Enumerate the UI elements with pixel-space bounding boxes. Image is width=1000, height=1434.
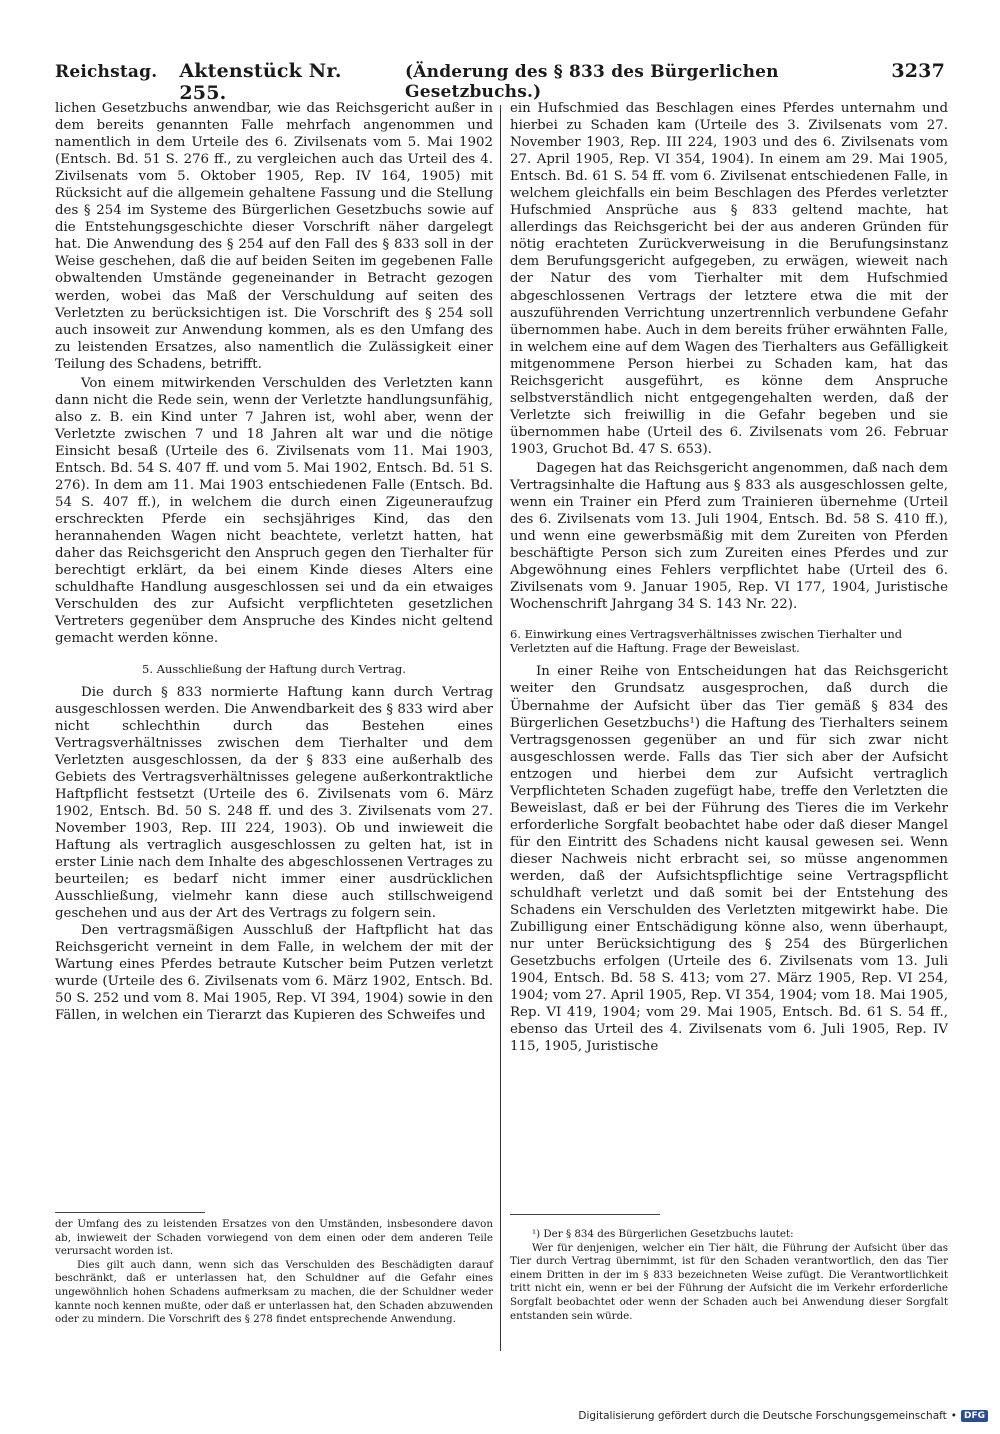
dfg-logo-icon: DFG xyxy=(961,1410,988,1422)
left-column xyxy=(55,100,493,1024)
footnote-rule-right xyxy=(510,1214,660,1215)
footnotes-left xyxy=(55,1218,493,1327)
footnote-right-2: Wer für denjenigen, welcher ein Tier hält, die Führung der Aufsicht über das Tier durch Vertrag übernimmt, ist für den Schaden verantwortlich, den das Tier einem Dritten in der im § 833 bezeichneten Weise zufügt. Die Verantwortlichkeit tritt nicht ein, wenn er bei der Führung der Aufsicht die im Verkehr erforderliche Sorgfalt beobachtet oder wenn der Schaden auch bei Anwendung dieser Sorgfalt entstanden sein würde. xyxy=(510,1241,948,1322)
footnote-right-1: ¹) Der § 834 des Bürgerlichen Gesetzbuchs lautet: xyxy=(532,1228,794,1240)
left-paragraph-2: Von einem mitwirkenden Verschulden des Verletzten kann dann nicht die Rede sein, wenn der Verletzte handlungsunfähig, also z. B. ein Kind unter 7 Jahren ist, wohl aber, wenn der Verletzte zwischen 7 und 18 Jahren alt war und die nötige Einsicht besaß (Urteile des 6. Zivilsenats vom 11. Mai 1903, Entsch. Bd. 54 S. 407 ff. und vom 5. Mai 1902, Entsch. Bd. 51 S. 276). In dem am 11. Mai 1903 entschiedenen Falle (Entsch. Bd. 54 S. 407 ff.), in welchem die durch einen Zigeuneraufzug erschreckten Pferde ein sechsjähriges Kind, das den herannahenden Wagen nicht beachtete, verletzt hatten, hat daher das Reichsgericht den Anspruch gegen den Tierhalter für berechtigt erklärt, da bei einem Kinde dieses Alters eine schuldhafte Handlung ausgeschlossen sei und da ein etwaiges Verschulden des zur Aufsicht verpflichteten gesetzlichen Vertreters gegenüber dem Anspruche des Kindes nicht geltend gemacht werden könne. xyxy=(55,375,493,647)
header-aktenstueck: Aktenstück Nr. 255. xyxy=(179,60,342,104)
header-title: (Änderung des § 833 des Bürgerlichen Gesetzbuchs.) xyxy=(405,62,779,102)
left-paragraph-4: Den vertragsmäßigen Ausschluß der Haftpflicht hat das Reichsgericht verneint in dem Falle, in welchem der mit der Wartung eines Pferdes betraute Kutscher beim Putzen verletzt wurde (Urteile des 6. Zivilsenats vom 6. März 1902, Entsch. Bd. 50 S. 252 und vom 8. Mai 1905, Rep. VI 394, 1904) sowie in den Fällen, in welchen ein Tierarzt das Kupieren des Schweifes und xyxy=(55,923,493,1024)
footnotes-right xyxy=(510,1228,948,1323)
right-paragraph-1: ein Hufschmied das Beschlagen eines Pferdes unternahm und hierbei zu Schaden kam (Urteile des 3. Zivilsenats vom 27. November 1903, Rep. III 224, 1903 und des 6. Zivilsenats vom 27. April 1905, Rep. VI 354, 1904). In einem am 29. Mai 1905, Entsch. Bd. 61 S. 54 ff. vom 6. Zivilsenat entschiedenen Falle, in welchem gleichfalls ein beim Beschlagen des Pferdes verletzter Hufschmied Ansprüche aus § 833 geltend machte, hat allerdings das Reichsgericht bei der aus anderen Gründen für nötig erachteten Zurückverweisung in die Berufungsinstanz dem Berufungsgericht aufgegeben, zu erwägen, wieweit nach der Natur des vom Tierhalter mit dem Hufschmied abgeschlossenen Vertrags der letztere etwa die mit der auszuführenden Verrichtung unzertrennlich verbundene Gefahr übernommen habe. Auch in dem bereits früher erwähnten Falle, in welchem eine auf dem Wagen des Tierhalters aus Gefälligkeit mitgenommene Person hierbei zu Schaden kam, hat das Reichsgericht ausgeführt, es könne dem Anspruche selbstverständlich nicht entgegengehalten werden, daß der Verletzte sich freiwillig in die Gefahr begeben und sie übernommen habe (Urteil des 6. Zivilsenats vom 26. Februar 1903, Gruchot Bd. 47 S. 653). xyxy=(510,101,948,457)
credit-separator: • xyxy=(950,1410,957,1422)
right-column xyxy=(510,100,948,1055)
right-paragraph-3: In einer Reihe von Entscheidungen hat das Reichsgericht weiter den Grundsatz ausgesprochen, daß durch die Übernahme der Aufsicht über das Tier gemäß § 834 des Bürgerlichen Gesetzbuchs¹) die Haftung des Tierhalters seinem Vertragsgenossen gegenüber an und für sich zwar nicht ausgeschlossen werde. Falls das Tier sich aber der Aufsicht entzogen und hierbei dem zur Aufsicht vertraglich Verpflichteten Schaden zugefügt habe, treffe den Verletzten die Beweislast, daß er bei der Führung des Tieres die im Verkehr erforderliche Sorgfalt beobachtet habe oder daß dieser Mangel für den Eintritt des Schadens nicht kausal gewesen sei. Wenn dieser Nachweis nicht erbracht sei, so müsse angenommen werden, daß der Aufsichtspflichtige seine Vertragspflicht schuldhaft verletzt und daß somit bei der Entstehung des Schadens ein Verschulden des Verletzten mitgewirkt habe. Die Zubilligung einer Entschädigung könne also, wenn überhaupt, nur unter Berücksichtigung des § 254 des Bürgerlichen Gesetzbuchs erfolgen (Urteile des 6. Zivilsenats vom 13. Juli 1904, Entsch. Bd. 58 S. 413; vom 27. März 1905, Rep. VI 254, 1904; vom 27. April 1905, Rep. VI 354, 1904; vom 18. Mai 1905, Rep. VI 419, 1904; vom 29. Mai 1905, Entsch. Bd. 61 S. 54 ff., ebenso das Urteil des 4. Zivilsenats vom 6. Juli 1905, Rep. IV 115, 1905, Juristische xyxy=(510,664,948,1055)
page-number: 3237 xyxy=(891,60,945,82)
section-5-heading: 5. Ausschließung der Haftung durch Vertrag. xyxy=(142,661,406,676)
left-paragraph-3: Die durch § 833 normierte Haftung kann durch Vertrag ausgeschlossen werden. Die Anwendbarkeit des § 833 wird aber nicht schlechthin durch das Bestehen eines Vertragsverhältnisses zwischen dem Tierhalter und dem Verletzten ausgeschlossen, da der § 833 eine außerhalb des Gebiets des Vertragsverhältnisses gelegene außerkontraktliche Haftpflicht festsetzt (Urteile des 6. Zivilsenats vom 6. März 1902, Entsch. Bd. 50 S. 248 ff. und des 3. Zivilsenats vom 27. November 1903, Rep. III 224, 1903). Ob und inwieweit die Haftung als vertraglich ausgeschlossen zu gelten hat, ist in erster Linie nach dem Inhalte des abgeschlossenen Vertrages zu beurteilen; es bedarf nicht immer einer ausdrücklichen Ausschließung, vielmehr kann diese auch stillschweigend geschehen und aus der Art des Vertrags zu folgern sein. xyxy=(55,684,493,922)
footnote-rule-left xyxy=(55,1212,205,1213)
left-paragraph-1: lichen Gesetzbuchs anwendbar, wie das Reichsgericht außer in dem bereits genannten Falle mehrfach angenommen und namentlich in dem Urteile des 6. Zivilsenats vom 5. Mai 1902 (Entsch. Bd. 51 S. 276 ff., zu vergleichen auch das Urteil des 4. Zivilsenats vom 5. Oktober 1905, Rep. IV 164, 1905) mit Rücksicht auf die allgemein gehaltene Fassung und die Stellung des § 254 im Systeme des Bürgerlichen Gesetzbuchs sowie auf die Entstehungsgeschichte dieser Vorschrift näher dargelegt hat. Die Anwendung des § 254 auf den Fall des § 833 soll in der Weise geschehen, daß die auf beiden Seiten im gegebenen Falle obwaltenden Umstände gegeneinander in Betracht gezogen werden, wobei das Maß der Verschuldung auf seiten des Verletzten zu berücksichtigen ist. Die Vorschrift des § 254 soll auch insoweit zur Anwendung kommen, als es den Umfang des zu leistenden Ersatzes, also namentlich die Zulässigkeit einer Teilung des Schadens, betrifft. xyxy=(55,101,493,372)
digitization-credit xyxy=(578,1410,988,1422)
right-paragraph-2: Dagegen hat das Reichsgericht angenommen, daß nach dem Vertragsinhalte die Haftung aus § 833 als ausgeschlossen gelte, wenn ein Trainer ein Pferd zum Trainieren übernehme (Urteil des 6. Zivilsenats vom 13. Juli 1904, Entsch. Bd. 58 S. 410 ff.), und wenn eine gewerbsmäßig mit dem Zureiten von Pferden beschäftigte Person sich zum Zureiten eines Pferdes und zur Abgewöhnung eines Fehlers verpflichtet habe (Urteil des 6. Zivilsenats vom 9. Januar 1905, Rep. VI 177, 1904, Juristische Wochenschrift Jahrgang 34 S. 143 Nr. 22). xyxy=(510,460,948,613)
footnote-left-2: Dies gilt auch dann, wenn sich das Verschulden des Beschädigten darauf beschränkt, daß er unterlassen hat, den Schuldner auf die Gefahr eines ungewöhnlich hohen Schadens aufmerksam zu machen, die der Schuldner weder kannte noch kennen mußte, oder daß er unterlassen hat, den Schaden abzuwenden oder zu mindern. Die Vorschrift des § 278 findet entsprechende Anwendung. xyxy=(55,1258,493,1326)
header-reichstag: Reichstag. xyxy=(55,62,158,82)
credit-text: Digitalisierung gefördert durch die Deutsche Forschungsgemeinschaft xyxy=(578,1410,947,1422)
page-header xyxy=(55,60,945,104)
footnote-left-1: der Umfang des zu leistenden Ersatzes von den Umständen, insbesondere davon ab, inwieweit der Schaden vorwiegend von dem einen oder dem anderen Teile verursacht worden ist. xyxy=(55,1218,493,1258)
column-divider xyxy=(500,105,501,1351)
section-6-heading: 6. Einwirkung eines Vertragsverhältnisses zwischen Tierhalter und Verletzten auf die Haftung. Frage der Beweislast. xyxy=(510,627,903,656)
